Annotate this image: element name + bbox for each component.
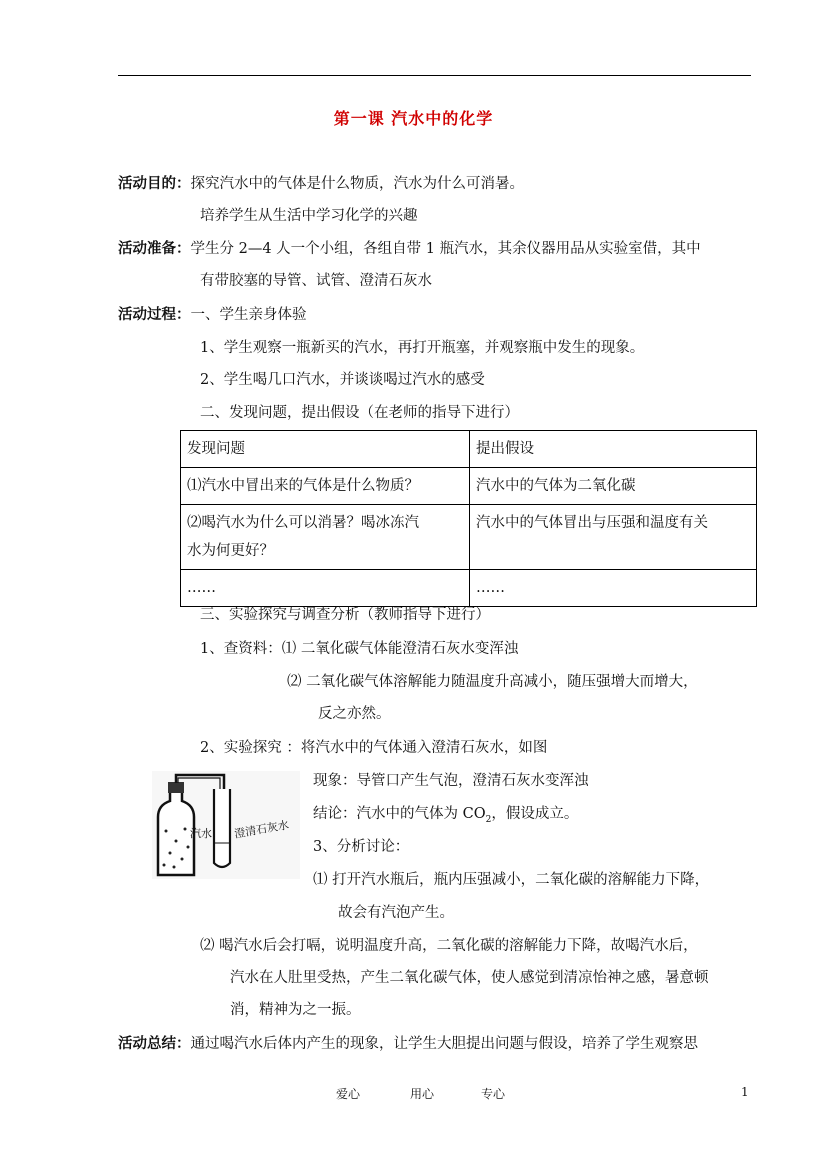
process-label: 活动过程： <box>118 306 191 323</box>
discuss-1-line2: 故会有汽泡产生。 <box>338 905 454 921</box>
table-cell: 汽水中的气体为二氧化碳 <box>470 468 757 505</box>
table-row <box>181 431 757 468</box>
lesson-title: 第一课 汽水中的化学 <box>333 109 494 128</box>
process-step1: 一、学生亲身体验 <box>190 307 307 323</box>
table-row <box>181 468 757 505</box>
table-cell-line: ⑵喝汽水为什么可以消暑？喝冰冻汽 <box>187 515 419 531</box>
process-step1-b: 2、学生喝几口汽水，并谈谈喝过汽水的感受 <box>200 372 485 388</box>
research-3: 反之亦然。 <box>318 706 391 722</box>
experiment-text: 2、实验探究 ：将汽水中的气体通入澄清石灰水，如图 <box>200 740 548 756</box>
conclusion-subscript: 2 <box>485 814 492 825</box>
prep-label: 活动准备： <box>118 240 191 257</box>
conclusion-post: ，假设成立。 <box>491 806 579 822</box>
discuss-2-line1: ⑵ 喝汽水后会打嗝，说明温度升高，二氧化碳的溶解能力下降，故喝汽水后， <box>200 938 698 954</box>
experiment-figure <box>152 771 300 879</box>
summary-text-1: 通过喝汽水后体内产生的现象，让学生大胆提出问题与假设，培养了学生观察思 <box>190 1036 698 1052</box>
table-row <box>181 570 757 607</box>
discuss-2-line2: 汽水在人肚里受热，产生二氧化碳气体，使人感觉到清凉怡神之感，暑意顿 <box>230 970 709 986</box>
table-cell-line: 水为何更好？ <box>187 543 274 559</box>
process-step2: 二、发现问题，提出假设（在老师的指导下进行） <box>200 405 519 421</box>
footer-love: 爱心 <box>336 1087 361 1101</box>
conclusion-pre: 结论：汽水中的气体为 CO <box>313 806 486 822</box>
summary-row <box>118 1034 698 1054</box>
label-limewater: 澄清石灰水 <box>233 818 290 841</box>
phenomenon-text: 现象：导管口产生气泡，澄清石灰水变浑浊 <box>313 773 589 789</box>
header-rule <box>118 75 751 76</box>
process-step3: 三、实验探究与调查分析（教师指导下进行） <box>200 607 490 623</box>
label-soda: 汽水 <box>190 827 212 840</box>
table-cell: …… <box>181 570 470 607</box>
hypothesis-table <box>180 430 757 607</box>
purpose-row <box>118 174 524 194</box>
table-header-hypothesis: 提出假设 <box>470 431 757 468</box>
summary-label: 活动总结： <box>118 1035 191 1052</box>
research-1: 1、查资料：⑴ 二氧化碳气体能澄清石灰水变浑浊 <box>200 641 519 657</box>
conclusion-text <box>313 804 578 830</box>
table-cell: 汽水中的气体冒出与压强和温度有关 <box>470 505 757 570</box>
discuss-2-line3: 消，精神为之一振。 <box>230 1002 361 1018</box>
table-row <box>181 505 757 570</box>
purpose-text-1: 探究汽水中的气体是什么物质，汽水为什么可消暑。 <box>190 176 524 192</box>
table-header-question: 发现问题 <box>181 431 470 468</box>
prep-text-2: 有带胶塞的导管、试管、澄清石灰水 <box>200 273 432 289</box>
process-step1-a: 1、学生观察一瓶新买的汽水，再打开瓶塞，并观察瓶中发生的现象。 <box>200 340 645 356</box>
page-number: 1 <box>741 1085 749 1099</box>
discuss-heading: 3、分析讨论： <box>313 839 410 855</box>
process-row <box>118 305 307 325</box>
prep-row <box>118 239 701 259</box>
footer-heart: 用心 <box>410 1087 435 1101</box>
research-2: ⑵ 二氧化碳气体溶解能力随温度升高减小，随压强增大而增大， <box>287 674 698 690</box>
table-cell: …… <box>470 570 757 607</box>
prep-text-1: 学生分 2—4 人一个小组，各组自带 1 瓶汽水，其余仪器用品从实验室借，其中 <box>190 241 701 257</box>
purpose-text-2: 培养学生从生活中学习化学的兴趣 <box>200 208 418 224</box>
table-cell: ⑴汽水中冒出来的气体是什么物质？ <box>181 468 470 505</box>
purpose-label: 活动目的： <box>118 175 191 192</box>
footer-focus: 专心 <box>481 1087 506 1101</box>
discuss-1-line1: ⑴ 打开汽水瓶后，瓶内压强减小，二氧化碳的溶解能力下降， <box>313 872 710 888</box>
table-cell <box>181 505 470 570</box>
